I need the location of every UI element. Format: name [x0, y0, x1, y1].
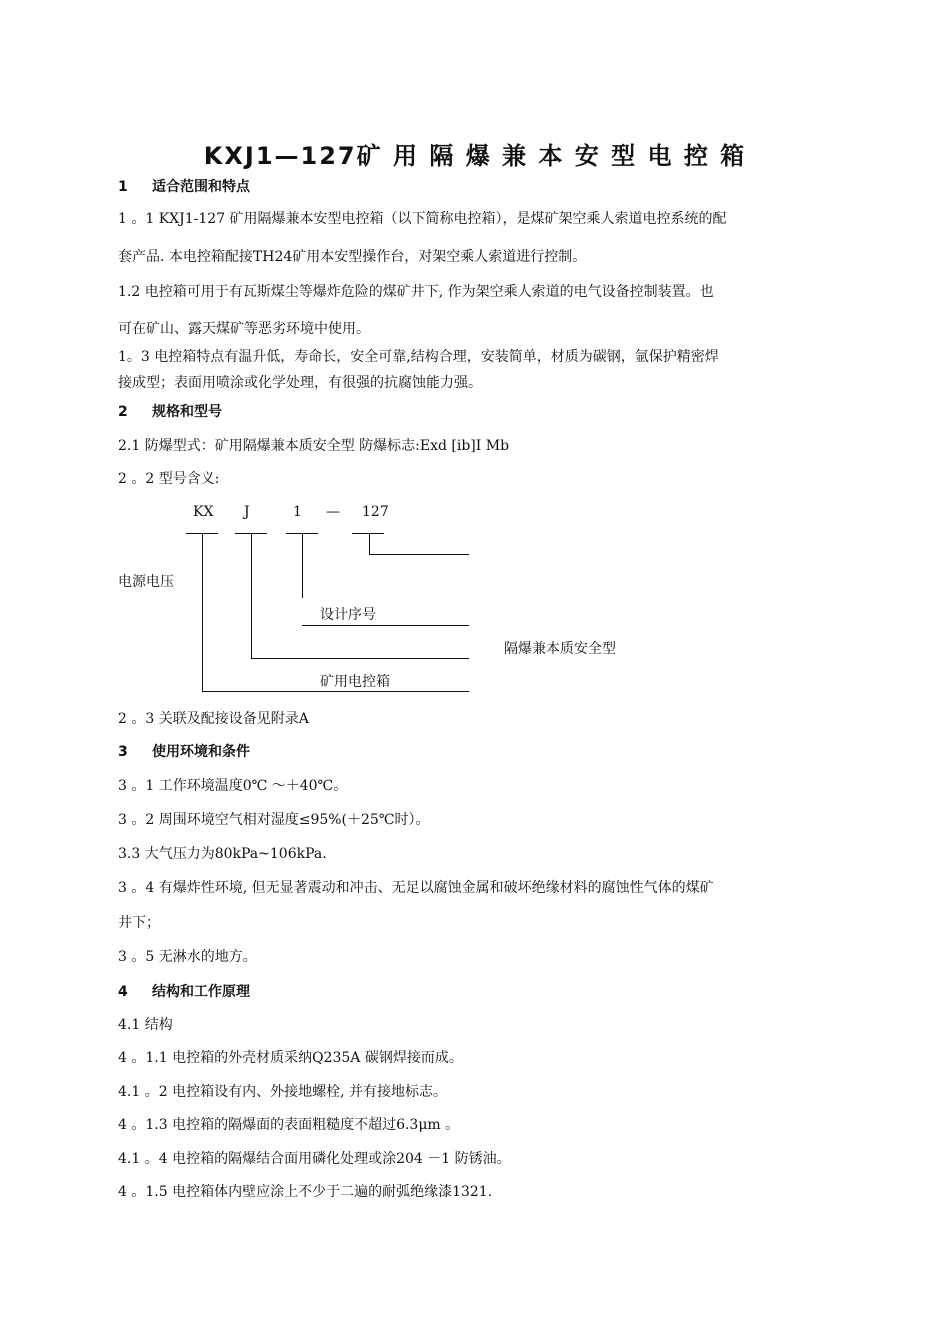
section-number: 2 — [118, 404, 128, 420]
section-title: 结构和工作原理 — [152, 984, 250, 1000]
paragraph-line: 4.1 。2 电控箱设有内、外接地螺栓, 并有接地标志。 — [118, 1084, 447, 1100]
section-number: 1 — [118, 179, 128, 195]
diagram-line — [302, 625, 469, 626]
section-title: 规格和型号 — [152, 404, 222, 420]
model-code-j: J — [244, 504, 250, 520]
label-power-voltage: 电源电压 — [118, 574, 174, 590]
paragraph-line: 2.1 防爆型式：矿用隔爆兼本质安全型 防爆标志:Exd [ib]I Mb — [118, 438, 510, 454]
diagram-line — [251, 533, 252, 659]
paragraph-line: 2 。3 关联及配接设备见附录A — [118, 711, 309, 727]
label-mine-control-box: 矿用电控箱 — [320, 674, 390, 690]
section-1-heading — [118, 178, 250, 196]
paragraph-line: 4 。1.5 电控箱体内壁应涂上不少于二遍的耐弧绝缘漆1321. — [118, 1184, 493, 1200]
diagram-line — [202, 533, 203, 691]
diagram-line — [369, 554, 469, 555]
paragraph-line: 3 。5 无淋水的地方。 — [118, 949, 257, 965]
paragraph-line: 4 。1.3 电控箱的隔爆面的表面粗糙度不超过6.3μm 。 — [118, 1117, 460, 1133]
section-3-heading — [118, 743, 250, 761]
paragraph-line: 井下； — [118, 915, 160, 931]
diagram-line — [251, 658, 469, 659]
section-title: 使用环境和条件 — [152, 744, 250, 760]
paragraph-line: 3.3 大气压力为80kPa~106kPa. — [118, 846, 327, 862]
model-code-dash: — — [326, 504, 340, 520]
label-explosion-proof-type: 隔爆兼本质安全型 — [504, 641, 616, 657]
paragraph-line: 1.2 电控箱可用于有瓦斯煤尘等爆炸危险的煤矿井下, 作为架空乘人索道的电气设备控制装置。也 — [118, 284, 714, 300]
section-2-heading — [118, 403, 222, 421]
model-code-kx: KX — [193, 504, 214, 520]
paragraph-line: 3 。4 有爆炸性环境, 但无显著震动和冲击、无足以腐蚀金属和破坏绝缘材料的腐蚀性气体的煤矿 — [118, 880, 714, 896]
paragraph-line: 1 。1 KXJ1-127 矿用隔爆兼本安型电控箱（以下简称电控箱），是煤矿架空乘人索道电控系统的配 — [118, 211, 727, 227]
paragraph-line: 3 。2 周围环境空气相对湿度≤95%(＋25℃时）。 — [118, 812, 430, 828]
paragraph-line: 套产品. 本电控箱配接TH24矿用本安型操作台，对架空乘人索道进行控制。 — [118, 249, 587, 265]
section-number: 3 — [118, 744, 128, 760]
paragraph-line: 接成型；表面用喷涂或化学处理，有很强的抗腐蚀能力强。 — [118, 375, 482, 391]
paragraph-line: 2 。2 型号含义: — [118, 471, 220, 487]
section-4-heading — [118, 983, 250, 1001]
paragraph-line: 1。3 电控箱特点有温升低，寿命长，安全可靠,结构合理，安装简单，材质为碳钢，氩保护精密焊 — [118, 349, 719, 365]
paragraph-line: 4.1 结构 — [118, 1017, 173, 1033]
paragraph-line: 可在矿山、露天煤矿等恶劣环境中使用。 — [118, 321, 370, 337]
model-code-1: 1 — [293, 504, 302, 520]
diagram-line — [352, 533, 384, 534]
section-number: 4 — [118, 984, 128, 1000]
paragraph-line: 4.1 。4 电控箱的隔爆结合面用磷化处理或涂204 －1 防锈油。 — [118, 1151, 511, 1167]
model-code-127: 127 — [362, 504, 389, 520]
paragraph-line: 3 。1 工作环境温度0℃ ～＋40℃。 — [118, 778, 348, 794]
document-title: KXJ1—127矿 用 隔 爆 兼 本 安 型 电 控 箱 — [203, 142, 747, 170]
label-design-number: 设计序号 — [320, 607, 376, 623]
diagram-line — [302, 533, 303, 598]
diagram-line — [202, 691, 469, 692]
diagram-line — [369, 533, 370, 555]
paragraph-line: 4 。1.1 电控箱的外壳材质采纳Q235A 碳钢焊接而成。 — [118, 1050, 463, 1066]
section-title: 适合范围和特点 — [152, 179, 250, 195]
